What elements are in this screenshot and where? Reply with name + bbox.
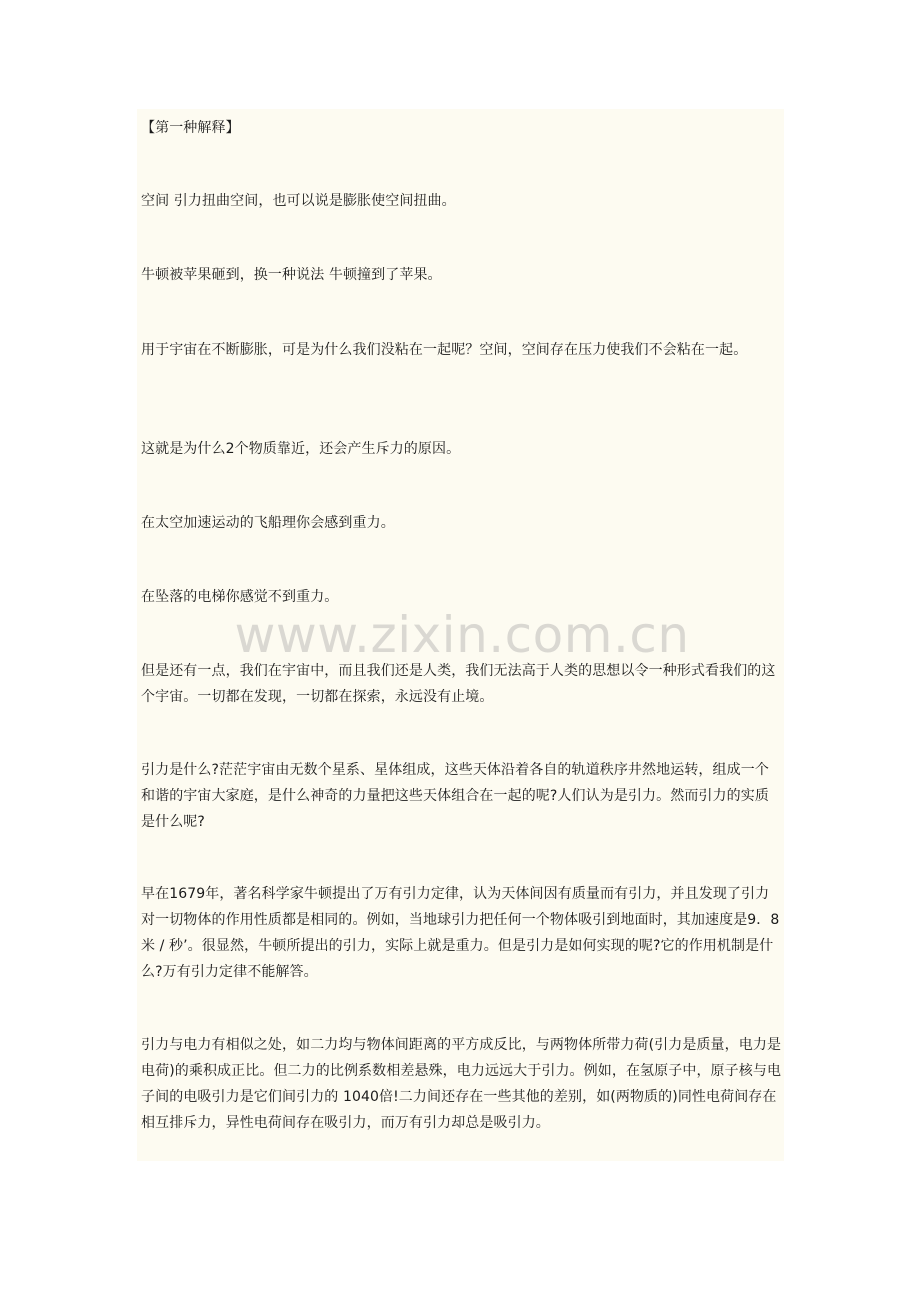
paragraph: 引力与电力有相似之处，如二力均与物体间距离的平方成反比，与两物体所带力荷(引力是质量，电力是电荷)的乘积成正比。但二力的比例系数相差悬殊，电力远远大于引力。例如，在氢原子中，原子核与电子间的电吸引力是它们间引力的 1040倍!二力间还存在一些其他的差别，如(两物质的)同性电荷间存在相互排斥力，异性电荷间存在吸引力，而万有引力却总是吸引力。	[141, 1037, 782, 1131]
paragraph: 引力是什么?茫茫宇宙由无数个星系、星体组成，这些天体沿着各自的轨道秩序井然地运转，组成一个和谐的宇宙大家庭，是什么神奇的力量把这些天体组合在一起的呢?人们认为是引力。然而引力的实质是什么呢?	[141, 762, 769, 830]
paragraph: 早在1679年，著名科学家牛顿提出了万有引力定律，认为天体间因有质量而有引力，并且发现了引力对一切物体的作用性质都是相同的。例如，当地球引力把任何一个物体吸引到地面时，其加速度是9．8米 / 秒’。很显然，牛顿所提出的引力，实际上就是重力。但是引力是如何实现的呢?它的作用机制是什么?万有引力定律不能解答。	[141, 886, 780, 980]
paragraph: 这就是为什么2个物质靠近，还会产生斥力的原因。	[141, 441, 461, 457]
paragraph: 在坠落的电梯你感觉不到重力。	[141, 589, 339, 605]
paragraph: 在太空加速运动的飞船理你会感到重力。	[141, 515, 395, 531]
paragraph: 用于宇宙在不断膨胀，可是为什么我们没粘在一起呢？空间，空间存在压力使我们不会粘在一起。	[141, 342, 748, 358]
document-body	[137, 109, 784, 1161]
paragraph: 空间 引力扭曲空间，也可以说是膨胀使空间扭曲。	[141, 193, 456, 209]
paragraph: 但是还有一点，我们在宇宙中，而且我们还是人类，我们无法高于人类的思想以令一种形式看我们的这个宇宙。一切都在发现，一切都在探索，永远没有止境。	[141, 663, 776, 705]
paragraph: 牛顿被苹果砸到，换一种说法 牛顿撞到了苹果。	[141, 267, 442, 283]
watermark: www.zixin.com.cn	[234, 606, 690, 664]
section-heading: 【第一种解释】	[141, 120, 240, 136]
